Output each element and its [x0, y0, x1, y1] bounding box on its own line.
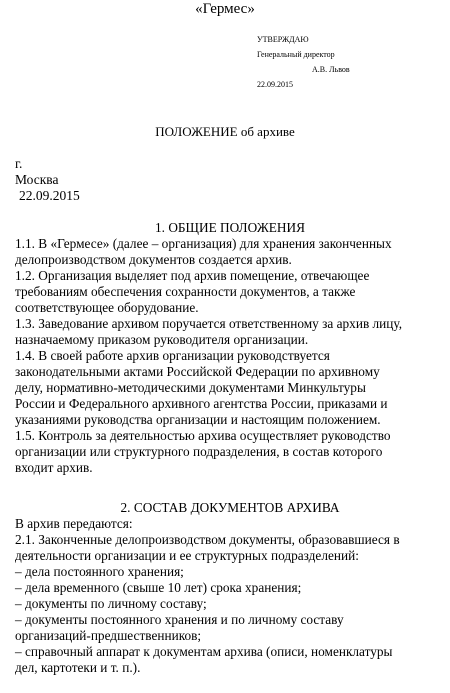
paragraph-line: входит архив. — [15, 460, 93, 475]
paragraph-line: 1.5. Контроль за деятельностью архива осуществляет руководство — [15, 428, 391, 443]
organization-name: «Гермес» — [195, 1, 255, 17]
paragraph-line: делопроизводством документов создается архив. — [15, 252, 292, 267]
list-item: – документы по личному составу; — [15, 596, 207, 611]
paragraph-line: требованиям обеспечения сохранности документов, а также — [15, 284, 356, 299]
paragraph-line: назначаемому приказом руководителя организации. — [15, 332, 309, 347]
city-name: Москва — [15, 172, 59, 187]
paragraph-line: деятельности организации и ее структурных подразделений: — [15, 548, 359, 563]
section-heading: 2. СОСТАВ ДОКУМЕНТОВ АРХИВА — [120, 500, 340, 515]
approval-block — [257, 32, 350, 92]
approval-date: 22.09.2015 — [257, 80, 293, 89]
paragraph-line: 1.3. Заведование архивом поручается ответственному за архив лицу, — [15, 316, 403, 331]
section-archive-documents — [15, 500, 445, 676]
paragraph-line: 1.1. В «Гермесе» (далее – организация) для хранения законченных — [15, 236, 392, 251]
section-heading: 1. ОБЩИЕ ПОЛОЖЕНИЯ — [155, 220, 305, 235]
list-item: – документы постоянного хранения и по личному составу — [15, 612, 344, 627]
paragraph-line: делу, нормативно-методическими документами Минкультуры — [15, 380, 366, 395]
paragraph-line: 1.2. Организация выделяет под архив помещение, отвечающее — [15, 268, 370, 283]
document-title: ПОЛОЖЕНИЕ об архиве — [155, 124, 295, 139]
approver-position: Генеральный директор — [257, 50, 335, 59]
list-item: – дела постоянного хранения; — [15, 564, 184, 579]
city-prefix: г. — [15, 156, 23, 171]
list-item: – дела временного (свыше 10 лет) срока хранения; — [15, 580, 302, 595]
paragraph-line: России и Федерального архивного агентства России, приказами и — [15, 396, 388, 411]
paragraph-line: 1.4. В своей работе архив организации руководствуется — [15, 348, 330, 363]
place-date-block — [15, 156, 80, 204]
approve-label: УТВЕРЖДАЮ — [257, 35, 309, 44]
section-general-provisions — [15, 220, 445, 476]
paragraph-line: В архив передаются: — [15, 516, 133, 531]
paragraph-line: 2.1. Законченные делопроизводством документы, образовавшиеся в — [15, 532, 400, 547]
paragraph-line: соответствующее оборудование. — [15, 300, 199, 315]
paragraph-line: законодательными актами Российской Федерации по архивному — [15, 364, 380, 379]
paragraph-line: организации или структурного подразделения, в состав которого — [15, 444, 383, 459]
paragraph-line: организаций-предшественников; — [15, 628, 202, 643]
paragraph-line: дел, картотеки и т. п.). — [15, 660, 141, 675]
approver-signature: А.В. Львов — [312, 65, 350, 74]
document-date: 22.09.2015 — [19, 188, 80, 203]
paragraph-line: указаниями руководства организации и настоящим положением. — [15, 412, 381, 427]
list-item: – справочный аппарат к документам архива (описи, номенклатуры — [15, 644, 393, 659]
